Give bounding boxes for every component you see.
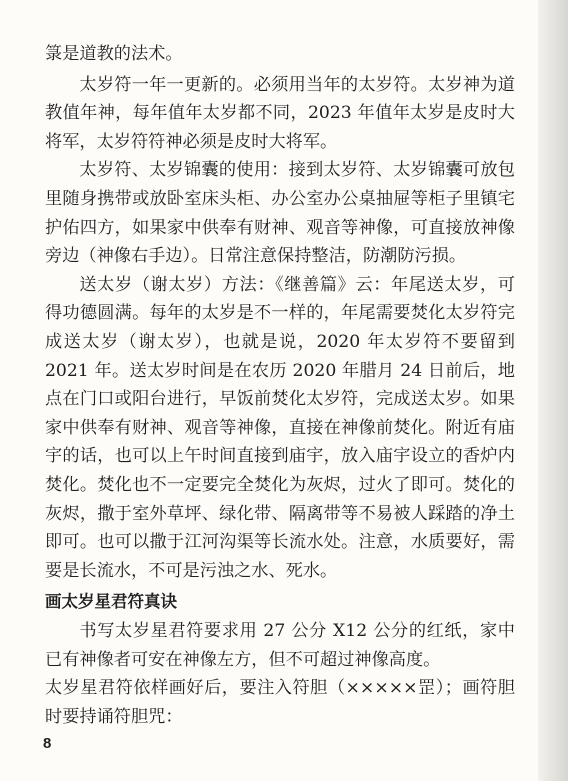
page-number: 8 <box>43 735 52 752</box>
paragraph-writing-requirements: 书写太岁星君符要求用 27 公分 X12 公分的红纸，家中已有神像者可安在神像左方，但不可超过神像高度。 <box>45 621 515 670</box>
paragraph-taisui-fu-renewal: 太岁符一年一更新的。必须用当年的太岁符。太岁神为道教值年神，每年值年太岁都不同，2023 年值年太岁是皮时大将军，太岁符符神必须是皮时大将军。 <box>45 74 515 152</box>
book-spine-shadow <box>538 0 568 781</box>
section-heading: 画太岁星君符真诀 <box>45 592 177 612</box>
paragraph-continuation: 箓是道教的法术。 <box>45 44 183 64</box>
paragraph-usage: 太岁符、太岁锦囊的使用：接到太岁符、太岁锦囊可放包里随身携带或放卧室床头柜、办公室办公桌抽屉等柜子里镇宅护佑四方，如果家中供奉有财神、观音等神像，可直接放神像旁边（神像右手边）。日常注意保持整洁，防潮防污损。 <box>45 160 515 267</box>
page-content <box>45 40 515 732</box>
paragraph-send-taisui: 送太岁（谢太岁）方法：《继善篇》云：年尾送太岁，可得功德圆满。每年的太岁是不一样的，年尾需要焚化太岁符完成送太岁（谢太岁），也就是说，2020 年太岁符不要留到 2021 年。送太岁时间是在农历 2020 年腊月 24 日前后，地点在门口或阳台进行，早饭前焚化太岁符，完成送太岁。如果家中供奉有财神、观音等神像，直接在神像前焚化。附近有庙宇的话，也可以上午时间直接到庙宇，放入庙宇设立的香炉内焚化。焚化也不一定要完全焚化为灰烬，过火了即可。焚化的灰烬，撒于室外草坪、绿化带、隔离带等不易被人踩踏的净土即可。也可以撒于江河沟渠等长流水处。注意，水质要好，需要是长流水，不可是污浊之水、死水。 <box>45 274 515 581</box>
paragraph-fudan: 太岁星君符依样画好后，要注入符胆（×××××罡）；画符胆时要持诵符胆咒： <box>45 678 515 728</box>
